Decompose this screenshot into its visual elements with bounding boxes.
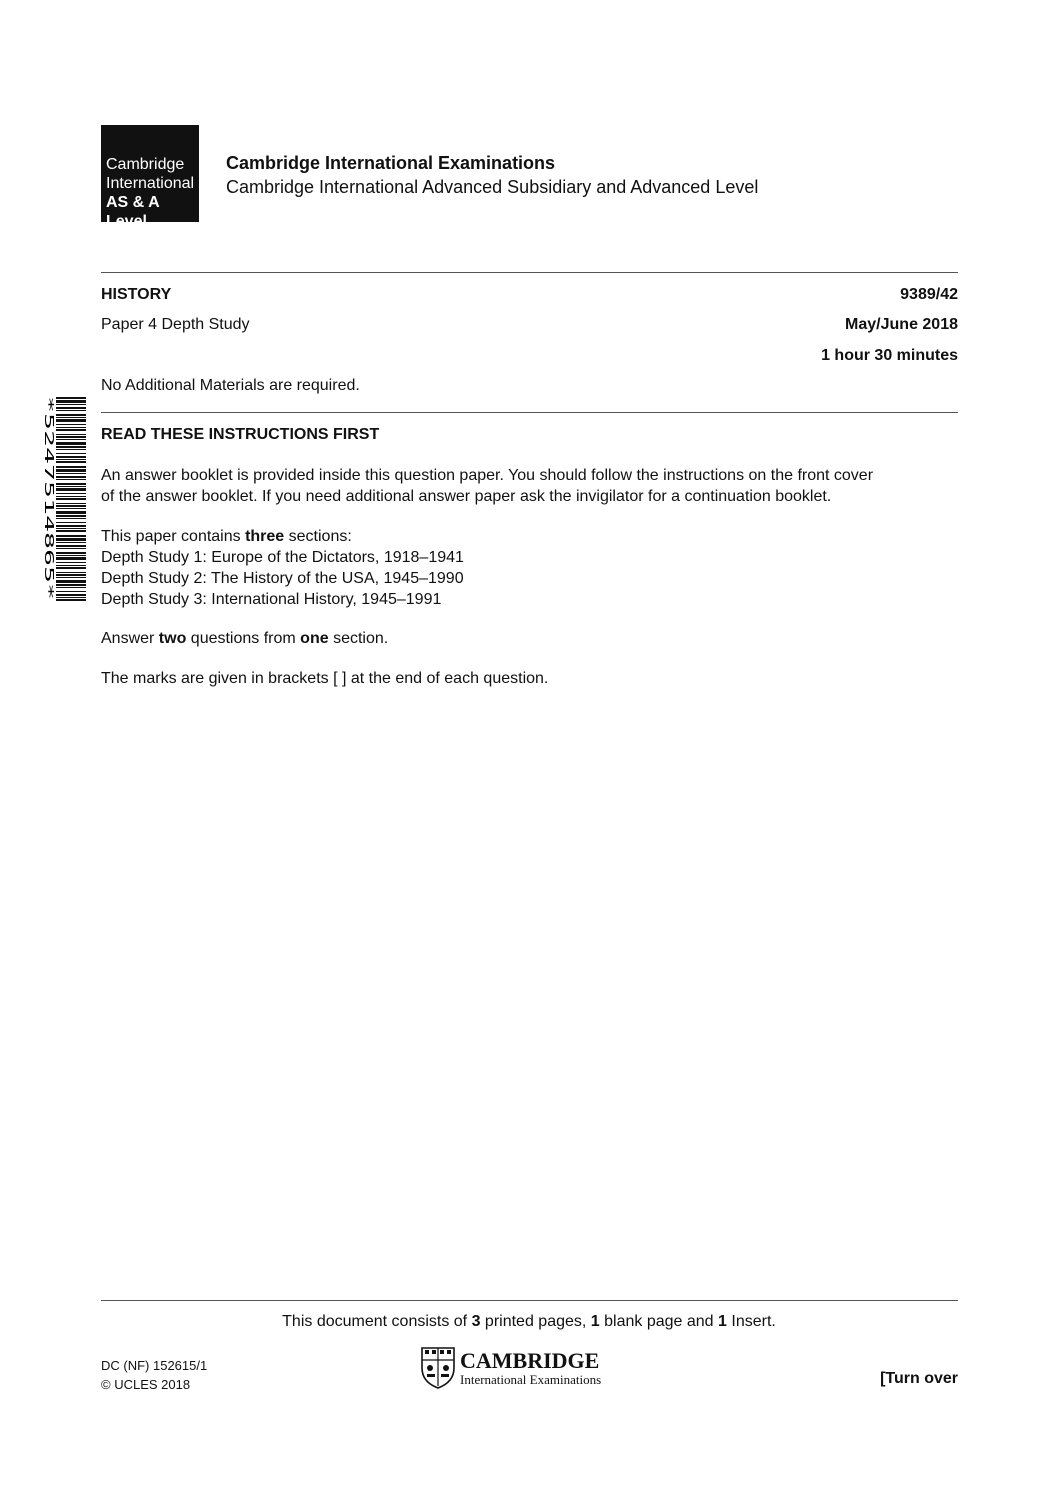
barcode-bar (56, 429, 86, 431)
booklet-line-1: An answer booklet is provided inside this question paper. You should follow the instructions on the front cover (101, 467, 874, 484)
barcode-bar (56, 565, 86, 566)
barcode-bar (56, 476, 86, 478)
consists-pre: This document consists of (282, 1313, 472, 1330)
barcode-bar (56, 479, 86, 480)
copyright: © UCLES 2018 (101, 1377, 191, 1392)
answer-count: two (158, 630, 187, 647)
qualification-name: Cambridge International Advanced Subsidiary and Advanced Level (226, 177, 759, 197)
barcode-bar (56, 548, 86, 549)
barcode-bar (56, 461, 86, 463)
booklet-instructions (101, 465, 961, 507)
barcode-bar (56, 434, 86, 435)
logo-line-3: AS & A Level (106, 194, 160, 230)
barcode-bar (56, 414, 86, 416)
barcode-bar (56, 456, 86, 458)
barcode-bar (56, 486, 86, 487)
barcode-bar (56, 453, 86, 454)
barcode-bar (56, 555, 86, 556)
barcode-bar (56, 594, 86, 596)
barcode-bar (56, 562, 86, 563)
exam-session: May/June 2018 (845, 316, 958, 333)
crest-icon (422, 1348, 454, 1388)
barcode-bar (56, 580, 86, 583)
barcode-bar (56, 572, 86, 573)
answer-instruction (101, 628, 961, 649)
barcode-bar (56, 515, 86, 517)
barcode-bar (56, 552, 86, 554)
barcode-bar (56, 442, 86, 445)
consists-mid-1: printed pages, (480, 1313, 591, 1330)
barcode-digits: *5247514865* (42, 396, 56, 483)
barcode-bar (56, 591, 86, 592)
sections-intro-pre: This paper contains (101, 528, 246, 545)
dc-code: DC (NF) 152615/1 (101, 1358, 208, 1373)
barcode-bar (56, 505, 86, 507)
cambridge-crest-logo (420, 1346, 630, 1390)
barcode-bar (56, 449, 86, 450)
depth-study-2: Depth Study 2: The History of the USA, 1945–1990 (101, 570, 464, 587)
barcode-bar (56, 496, 86, 497)
answer-pre: Answer (101, 630, 159, 647)
barcode-bar (56, 446, 86, 448)
document-reference (101, 1356, 207, 1394)
barcode-bar (56, 436, 86, 438)
barcode-bar (56, 439, 86, 440)
answer-post: section. (328, 630, 389, 647)
barcode-bar (56, 493, 86, 494)
page-count-note (0, 1313, 1058, 1331)
barcode-bar (56, 400, 86, 403)
barcode-bar (56, 397, 86, 399)
paper-title: Paper 4 Depth Study (101, 316, 250, 333)
barcode-bar (56, 466, 86, 468)
cambridge-wordmark-sub: International Examinations (460, 1372, 602, 1387)
marks-instruction: The marks are given in brackets [ ] at the end of each question. (101, 670, 549, 687)
paper-code: 9389/42 (900, 286, 958, 303)
barcode-bar (56, 518, 86, 519)
barcode-bar (56, 459, 86, 460)
exam-duration: 1 hour 30 minutes (821, 347, 958, 364)
sections-block (101, 526, 961, 610)
organisation-name: Cambridge International Examinations (226, 153, 556, 173)
footer-divider (101, 1300, 958, 1301)
barcode-bar (56, 587, 86, 588)
barcode-bar (56, 424, 86, 425)
answer-mid: questions from (186, 630, 301, 647)
barcode-bar (56, 427, 86, 428)
cambridge-as-a-level-logo (101, 125, 199, 230)
barcode-bar (56, 498, 86, 500)
barcode-bar (56, 525, 86, 527)
barcode-bar (56, 535, 86, 537)
instructions-heading: READ THESE INSTRUCTIONS FIRST (101, 426, 380, 443)
blank-pages-count: 1 (590, 1313, 600, 1330)
depth-study-1: Depth Study 1: Europe of the Dictators, 1918–1941 (101, 549, 464, 566)
consists-post: Insert. (726, 1313, 776, 1330)
sections-intro (101, 526, 961, 547)
barcode-bar (56, 410, 86, 411)
inserts-count: 1 (718, 1313, 727, 1330)
barcode-bar (56, 483, 86, 485)
barcode-bar (56, 597, 86, 598)
subject-title: HISTORY (101, 286, 172, 303)
barcode-bar (56, 407, 86, 409)
top-divider (101, 272, 958, 273)
barcode-bar (56, 508, 86, 509)
barcode-bar (56, 473, 86, 474)
barcode-bar (56, 574, 86, 576)
barcode-bar (56, 584, 86, 586)
barcode (36, 396, 88, 602)
barcode-bar (56, 530, 86, 532)
barcode-bar (56, 545, 86, 547)
barcode-bar (56, 469, 86, 472)
barcode-bar (56, 417, 86, 418)
sections-intro-post: sections: (284, 528, 352, 545)
consists-mid-2: blank page and (599, 1313, 719, 1330)
cambridge-wordmark: CAMBRIDGE (460, 1348, 600, 1373)
depth-study-3: Depth Study 3: International History, 1945–1991 (101, 591, 442, 608)
barcode-bar (56, 557, 86, 560)
barcode-bar (56, 528, 86, 529)
barcode-bar (56, 511, 86, 514)
barcode-bar (56, 577, 86, 578)
booklet-line-2: of the answer booklet. If you need additional answer paper ask the invigilator for a continuation booklet. (101, 488, 832, 505)
logo-line-1: Cambridge (106, 156, 185, 173)
answer-section-count: one (300, 630, 329, 647)
barcode-bars (56, 397, 86, 601)
instructions-divider (101, 412, 958, 413)
turn-over-label: [Turn over (880, 1370, 958, 1387)
barcode-bar (56, 488, 86, 491)
barcode-bar (56, 567, 86, 569)
barcode-bar (56, 538, 86, 541)
barcode-bar (56, 542, 86, 543)
printed-pages-count: 3 (471, 1313, 481, 1330)
barcode-bar (56, 404, 86, 405)
sections-count: three (245, 528, 285, 545)
materials-note: No Additional Materials are required. (101, 377, 360, 394)
barcode-bar (56, 599, 86, 601)
barcode-bar (56, 419, 86, 422)
barcode-bar (56, 503, 86, 504)
barcode-bar (56, 522, 86, 523)
logo-line-2: International (106, 175, 195, 192)
